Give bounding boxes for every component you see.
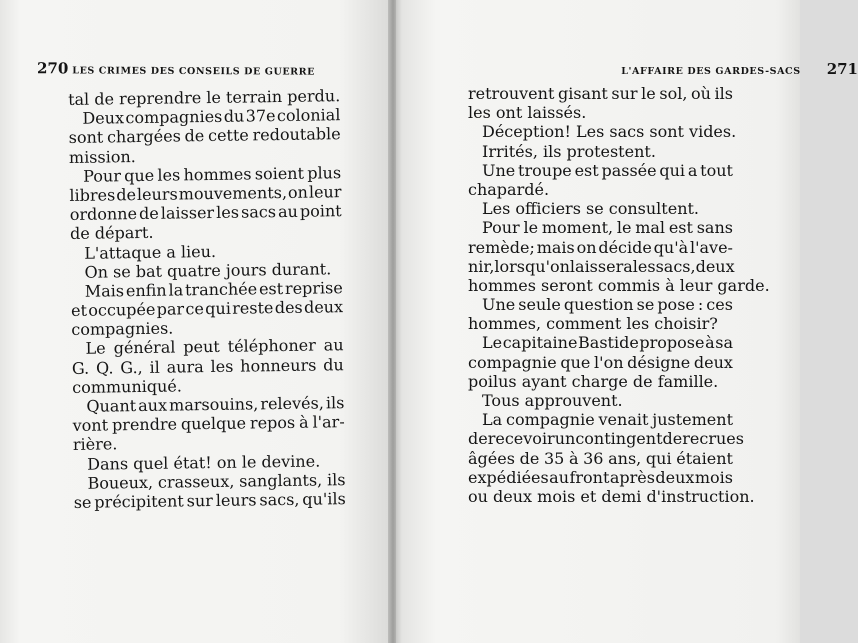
text-line: hommes, comment les choisir?: [468, 314, 718, 334]
left-page-body-text: [68, 86, 346, 512]
left-page: [0, 0, 392, 643]
text-line: Tous approuvent.: [482, 391, 623, 410]
text-line: ordonne de laisser les sacs au point: [69, 201, 342, 225]
text-line: Dans quel état! on le devine.: [87, 451, 321, 474]
text-line: Le capitaine Bastide propose à sa: [482, 333, 733, 353]
text-line: rière.: [72, 434, 118, 455]
right-running-title: L'AFFAIRE DES GARDES-SACS: [621, 66, 801, 77]
text-line: Les officiers se consultent.: [482, 199, 700, 219]
text-line: Pour que les hommes soient plus: [83, 162, 342, 186]
text-line: chapardé.: [468, 179, 550, 199]
text-line: les ont laissés.: [468, 103, 587, 123]
text-line: Une seule question se pose : ces: [482, 295, 733, 315]
text-line: Une troupe est passée qui a tout: [482, 160, 733, 180]
text-line: âgées de 35 à 36 ans, qui étaient: [468, 448, 733, 468]
text-line: retrouvent gisant sur le sol, où ils: [468, 84, 733, 103]
left-running-title: LES CRIMES DES CONSEILS DE GUERRE: [72, 65, 316, 78]
text-line: tal de reprendre le terrain perdu.: [68, 86, 341, 109]
text-line: de recevoir un contingent de recrues: [468, 429, 744, 449]
text-line: se précipitent sur leurs sacs, qu'ils: [73, 489, 346, 512]
text-line: ou deux mois et demi d'instruction.: [468, 486, 755, 506]
right-page-body-text: [468, 84, 770, 506]
text-line: vont prendre quelque repos à l'ar-: [72, 412, 345, 436]
text-line: remède; mais on décide qu'à l'ave-: [468, 237, 733, 257]
text-line: compagnies.: [71, 318, 174, 340]
text-line: La compagnie venait justement: [482, 410, 733, 430]
text-line: Pour le moment, le mal est sans: [482, 218, 733, 238]
text-line: On se bat quatre jours durant.: [84, 259, 332, 282]
text-line: poilus ayant charge de famille.: [468, 371, 719, 391]
left-page-header: [37, 59, 337, 79]
left-page-number: 270: [36, 59, 69, 78]
text-line: compagnie que l'on désigne deux: [468, 352, 733, 372]
text-line: Mais enfin la tranchée est reprise: [84, 278, 343, 301]
text-line: Irrités, ils protestent.: [482, 141, 656, 161]
right-page-number: 271: [826, 60, 858, 78]
text-line: Boueux, crasseux, sanglants, ils: [87, 469, 346, 493]
text-line: sont chargées de cette redoutable: [68, 124, 341, 148]
text-line: de départ.: [69, 223, 154, 244]
right-page: [396, 0, 858, 643]
text-line: L'attaque a lieu.: [84, 241, 217, 263]
text-line: mission.: [68, 146, 136, 167]
text-line: et occupée par ce qui reste des deux: [70, 297, 344, 321]
text-line: G. Q. G., il aura les honneurs du: [71, 354, 344, 378]
text-line: Deux compagnies du 37e colonial: [82, 105, 341, 128]
text-line: hommes seront commis à leur garde.: [468, 275, 770, 295]
text-line: libres de leurs mouvements, on leur: [69, 182, 342, 205]
text-line: expédiées au front après deux mois: [468, 467, 733, 487]
text-line: nir, lorsqu'on laissera les sacs, deux: [468, 256, 735, 276]
text-line: Le général peut téléphoner au: [85, 335, 344, 359]
text-line: Quant aux marsouins, relevés, ils: [86, 393, 345, 416]
text-line: communiqué.: [72, 376, 183, 397]
text-line: Déception! Les sacs sont vides.: [482, 122, 737, 142]
right-page-header: [522, 60, 858, 78]
